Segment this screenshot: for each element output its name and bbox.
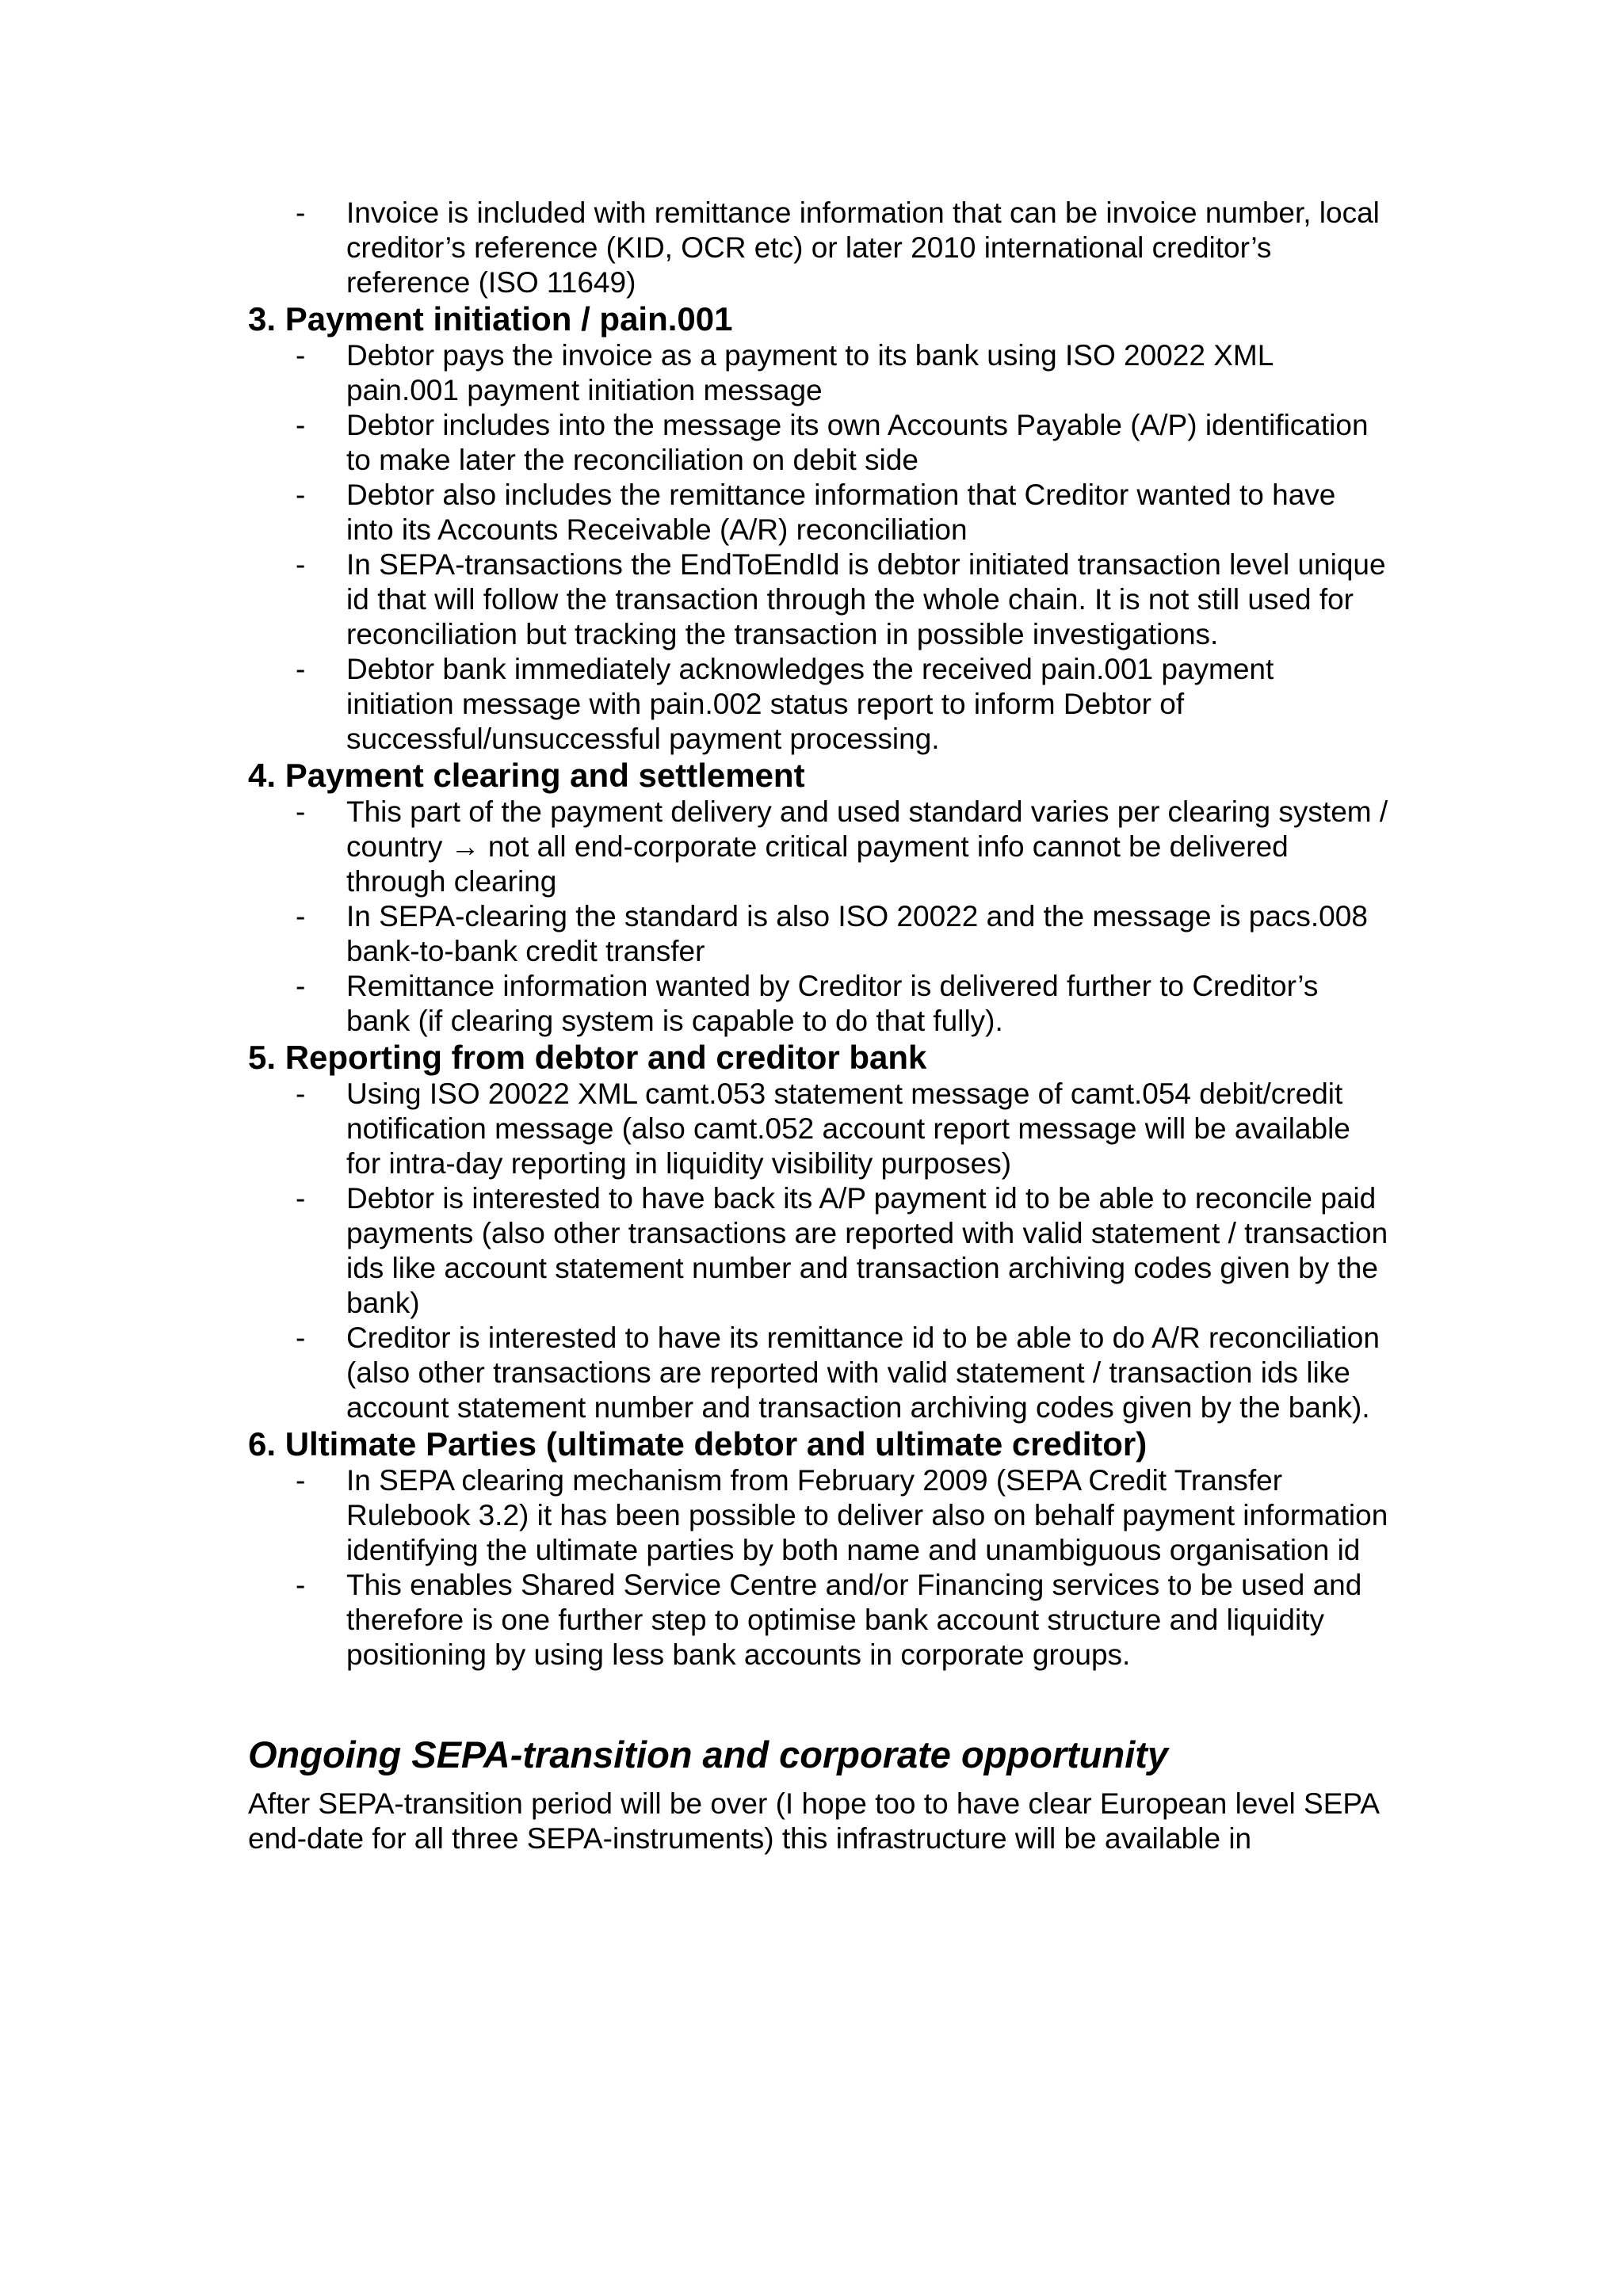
bullet-dash: -	[296, 339, 306, 372]
section-list-payment-initiation	[248, 338, 1389, 757]
bullet-dash: -	[296, 1322, 306, 1354]
list-item-text: Debtor is interested to have back its A/P payment id to be able to reconcile paid payments (also other transactions are reported with valid statement / transaction ids like account statement number and transaction archiving codes given by the bank)	[346, 1182, 1388, 1319]
list-item	[248, 1077, 1389, 1181]
list-item-text: Remittance information wanted by Creditor is delivered further to Creditor’s bank (if clearing system is capable to do that fully).	[346, 970, 1319, 1037]
list-item	[248, 1321, 1389, 1425]
bullet-dash: -	[296, 970, 306, 1002]
list-item-text: In SEPA-clearing the standard is also ISO 20022 and the message is pacs.008 bank-to-bank credit transfer	[346, 900, 1368, 967]
list-item	[248, 547, 1389, 652]
list-item-text: Using ISO 20022 XML camt.053 statement message of camt.054 debit/credit notification message (also camt.052 account report message will be available for intra-day reporting in liquidity visibility purposes)	[346, 1077, 1350, 1180]
list-item	[248, 652, 1389, 757]
closing-heading: Ongoing SEPA-transition and corporate opportunity	[248, 1733, 1169, 1775]
bullet-dash: -	[296, 1464, 306, 1497]
list-item-text: In SEPA clearing mechanism from February 2009 (SEPA Credit Transfer Rulebook 3.2) it has been possible to deliver also on behalf payment information identifying the ultimate parties by both name and unambiguous organisation id	[346, 1464, 1388, 1566]
bullet-dash: -	[296, 409, 306, 441]
bullet-dash: -	[296, 653, 306, 685]
closing-paragraph: After SEPA-transition period will be over (I hope too to have clear European level SEPA end-date for all three SEPA-instruments) this infrastructure will be available in	[248, 1787, 1378, 1855]
list-item	[248, 969, 1389, 1039]
bullet-dash: -	[296, 1077, 306, 1110]
page-content	[248, 196, 1389, 1856]
bullet-dash: -	[296, 548, 306, 581]
section-heading-payment-initiation: 3. Payment initiation / pain.001	[248, 300, 733, 338]
list-item-text: Creditor is interested to have its remittance id to be able to do A/R reconciliation (also other transactions are reported with valid statement / transaction ids like account statement number and transaction archiving codes given by the bank).	[346, 1322, 1380, 1424]
section-list-reporting	[248, 1077, 1389, 1425]
list-item-text: In SEPA-transactions the EndToEndId is debtor initiated transaction level unique id that will follow the transaction through the whole chain. It is not still used for reconciliation but tracking the transaction in possible investigations.	[346, 548, 1386, 650]
bullet-dash: -	[296, 900, 306, 933]
list-item	[248, 478, 1389, 547]
section-list-ultimate-parties	[248, 1463, 1389, 1672]
bullet-dash: -	[296, 479, 306, 511]
list-item-text: This part of the payment delivery and used standard varies per clearing system / country → not all end-corporate critical payment info cannot be delivered through clearing	[346, 795, 1388, 898]
list-item	[248, 1181, 1389, 1321]
list-item-text: Invoice is included with remittance information that can be invoice number, local creditor’s reference (KID, OCR etc) or later 2010 international creditor’s reference (ISO 11649)	[346, 196, 1380, 299]
list-item	[248, 1568, 1389, 1672]
section-list-clearing-settlement	[248, 795, 1389, 1039]
list-item-text: Debtor also includes the remittance information that Creditor wanted to have into its Accounts Receivable (A/R) reconciliation	[346, 479, 1336, 546]
list-item	[248, 795, 1389, 899]
list-item	[248, 338, 1389, 408]
list-item-text: Debtor pays the invoice as a payment to its bank using ISO 20022 XML pain.001 payment initiation message	[346, 339, 1273, 406]
section-heading-clearing-settlement: 4. Payment clearing and settlement	[248, 757, 805, 794]
list-item	[248, 196, 1389, 300]
list-item	[248, 1463, 1389, 1568]
section-heading-reporting: 5. Reporting from debtor and creditor bank	[248, 1039, 927, 1076]
list-item	[248, 408, 1389, 478]
bullet-dash: -	[296, 795, 306, 828]
list-item-text: This enables Shared Service Centre and/or Financing services to be used and therefore is one further step to optimise bank account structure and liquidity positioning by using less bank accounts in corporate groups.	[346, 1569, 1362, 1671]
list-item-text: Debtor includes into the message its own Accounts Payable (A/P) identification to make later the reconciliation on debit side	[346, 409, 1369, 476]
bullet-dash: -	[296, 196, 306, 229]
list-item	[248, 899, 1389, 969]
section-heading-ultimate-parties: 6. Ultimate Parties (ultimate debtor and ultimate creditor)	[248, 1425, 1148, 1463]
list-item-text: Debtor bank immediately acknowledges the received pain.001 payment initiation message with pain.002 status report to inform Debtor of successful/unsuccessful payment processing.	[346, 653, 1274, 755]
bullet-dash: -	[296, 1182, 306, 1215]
intro-list	[248, 196, 1389, 300]
bullet-dash: -	[296, 1569, 306, 1601]
